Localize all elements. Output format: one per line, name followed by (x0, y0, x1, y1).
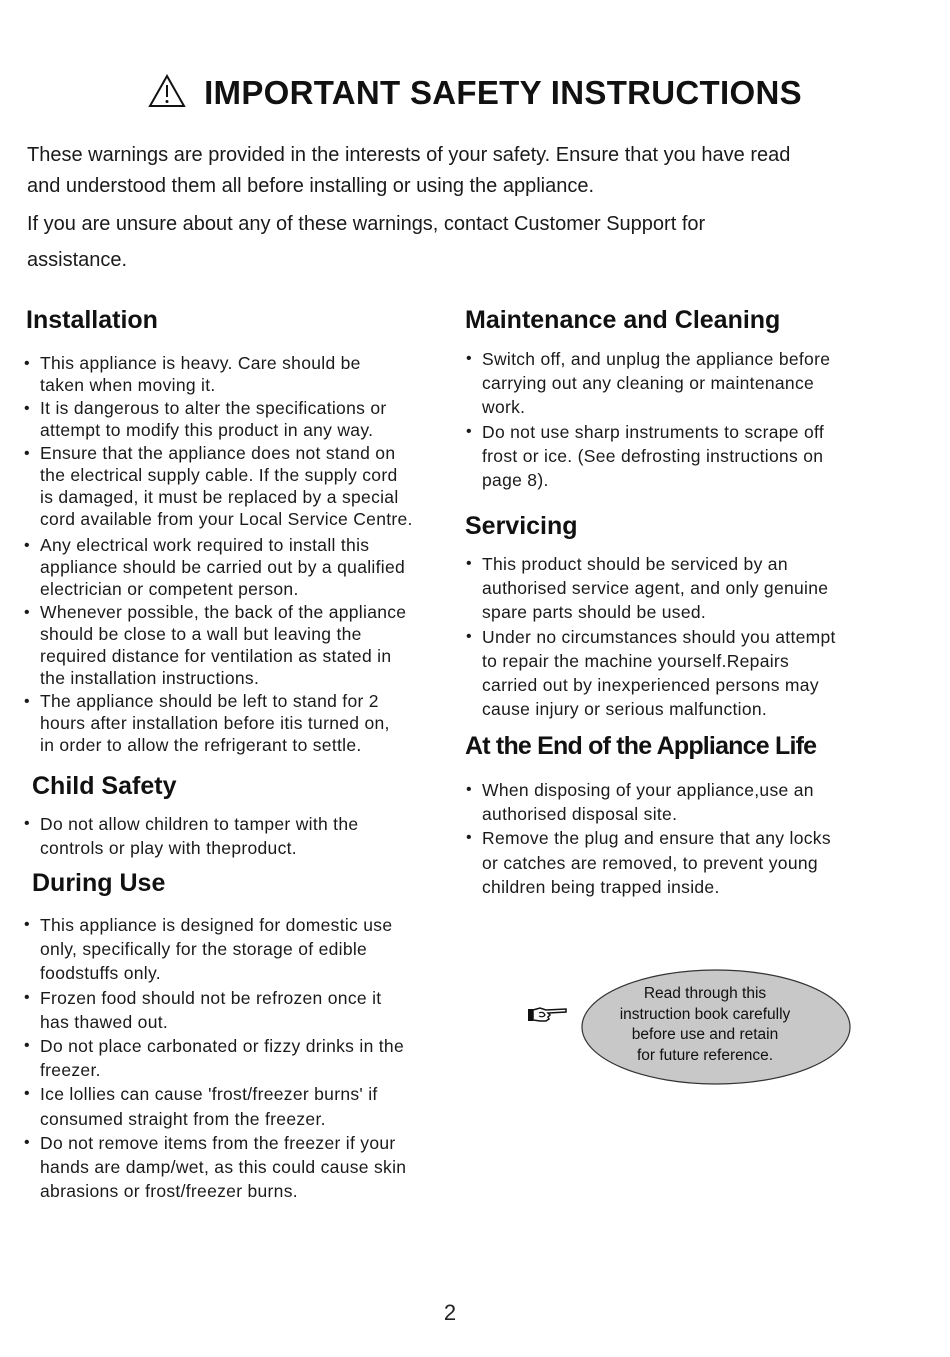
list-item (24, 443, 413, 530)
intro-paragraph-2 (27, 206, 907, 278)
list-item-line: or catches are removed, to prevent young (482, 852, 818, 873)
title-text: IMPORTANT SAFETY INSTRUCTIONS (204, 74, 802, 111)
list-item (24, 1034, 406, 1082)
bullet-icon: • (24, 1037, 30, 1055)
bullet-icon: • (466, 350, 472, 367)
list-item-line: hands are damp/wet, as this could cause skin (40, 1157, 407, 1178)
list-item (24, 535, 413, 600)
list-item-line: consumed straight from the freezer. (40, 1108, 326, 1129)
bullet-icon: • (24, 400, 30, 418)
list-item-line: abrasions or frost/freezer burns. (40, 1181, 298, 1202)
page-title (0, 74, 950, 112)
list-item (24, 1082, 406, 1130)
list-item-line: attempt to modify this product in any way. (40, 419, 374, 440)
list-item-line: This product should be serviced by an (482, 554, 788, 574)
list-item-line: appliance should be carried out by a qualified (40, 557, 406, 578)
list-item-line: Ensure that the appliance does not stand on (40, 443, 396, 464)
list-item-line: It is dangerous to alter the specifications or (40, 398, 387, 419)
list-item-line: Do not use sharp instruments to scrape off (482, 421, 825, 442)
list-item-line: page 8). (482, 470, 549, 491)
list-item (466, 826, 831, 899)
list-item (24, 986, 406, 1034)
bullet-icon: • (24, 692, 30, 710)
bullet-icon: • (24, 916, 30, 933)
list-item (24, 398, 413, 442)
list-item-line: cause injury or serious malfunction. (482, 699, 768, 720)
heading-child-safety: Child Safety (32, 772, 177, 800)
read-instructions-callout (580, 968, 852, 1086)
bullet-icon: • (466, 829, 472, 847)
child-safety-list (24, 812, 358, 860)
bullet-icon: • (466, 781, 472, 798)
list-item-line: The appliance should be left to stand for 2 (40, 690, 379, 711)
list-item-line: This appliance is designed for domestic use (40, 915, 393, 935)
list-item-line: Whenever possible, the back of the appliance (40, 602, 407, 623)
list-item-line: Do not remove items from the freezer if your (40, 1132, 396, 1153)
end-of-life-list (466, 778, 831, 899)
list-item-line: has thawed out. (40, 1011, 169, 1032)
page-number: 2 (443, 1300, 457, 1325)
list-item-line: Under no circumstances should you attempt (482, 626, 836, 647)
list-item (466, 552, 836, 625)
heading-end-of-life: At the End of the Appliance Life (465, 732, 817, 760)
installation-list (24, 353, 413, 756)
list-item-line: Remove the plug and ensure that any locks (482, 828, 831, 849)
heading-servicing: Servicing (465, 512, 578, 540)
list-item (466, 420, 830, 493)
list-item-line: work. (482, 397, 526, 418)
list-item (24, 913, 406, 986)
bullet-icon: • (24, 537, 30, 555)
heading-maintenance: Maintenance and Cleaning (465, 306, 781, 334)
list-item-line: only, specifically for the storage of edible (40, 939, 368, 960)
list-item (24, 1131, 406, 1204)
during-use-list (24, 913, 406, 1203)
list-item (466, 347, 830, 420)
list-item-line: freezer. (40, 1060, 101, 1081)
list-item-line: should be close to a wall but leaving the (40, 624, 362, 645)
list-item-line: authorised disposal site. (482, 804, 678, 825)
list-item-line: Any electrical work required to install this (40, 535, 370, 556)
list-item-line: is damaged, it must be replaced by a special (40, 486, 399, 507)
bullet-icon: • (24, 355, 30, 372)
list-item-line: foodstuffs only. (40, 963, 161, 984)
list-item-line: required distance for ventilation as stated in (40, 645, 392, 666)
list-item (466, 778, 831, 826)
list-item-line: When disposing of your appliance,use an (482, 780, 814, 800)
list-item-line: Do not place carbonated or fizzy drinks in the (40, 1036, 404, 1057)
list-item-line: This appliance is heavy. Care should be (40, 353, 361, 373)
list-item (24, 812, 358, 860)
list-item-line: spare parts should be used. (482, 602, 707, 623)
list-item (24, 691, 413, 756)
list-item-line: Switch off, and unplug the appliance before (482, 349, 831, 369)
bullet-icon: • (24, 1133, 30, 1151)
intro-paragraph-1 (27, 140, 907, 202)
intro-line: These warnings are provided in the interests of your safety. Ensure that you have read (27, 144, 791, 166)
intro-line: If you are unsure about any of these warnings, contact Customer Support for (27, 213, 706, 235)
intro-line: assistance. (27, 249, 128, 271)
list-item-line: Ice lollies can cause 'frost/freezer burns' if (40, 1084, 378, 1105)
bullet-icon: • (24, 988, 30, 1006)
bullet-icon: • (24, 604, 30, 622)
list-item-line: carried out by inexperienced persons may (482, 675, 819, 696)
list-item (24, 602, 413, 689)
maintenance-list (466, 347, 830, 492)
list-item-line: the installation instructions. (40, 667, 260, 688)
bullet-icon: • (24, 445, 30, 463)
bullet-icon: • (466, 627, 472, 645)
list-item (466, 625, 836, 722)
bullet-icon: • (24, 1085, 30, 1103)
callout-text: Read through this instruction book carefully before use and retain for future reference. (619, 985, 791, 1064)
pointing-hand-icon (526, 1003, 568, 1027)
list-item-line: carrying out any cleaning or maintenance (482, 373, 815, 394)
list-item (24, 353, 413, 397)
warning-triangle-icon (148, 74, 186, 108)
servicing-list (466, 552, 836, 721)
intro-line: and understood them all before installing or using the appliance. (27, 175, 595, 197)
list-item-line: cord available from your Local Service Centre. (40, 508, 413, 529)
list-item-line: taken when moving it. (40, 374, 216, 395)
bullet-icon: • (24, 815, 30, 832)
list-item-line: authorised service agent, and only genuine (482, 578, 829, 599)
list-item-line: the electrical supply cable. If the supply cord (40, 464, 398, 485)
heading-during-use: During Use (32, 869, 166, 897)
heading-installation: Installation (26, 306, 158, 334)
bullet-icon: • (466, 422, 472, 440)
list-item-line: Frozen food should not be refrozen once it (40, 987, 382, 1008)
list-item-line: controls or play with theproduct. (40, 838, 297, 858)
bullet-icon: • (466, 555, 472, 572)
list-item-line: frost or ice. (See defrosting instructions on (482, 445, 824, 466)
list-item-line: hours after installation before itis turned on, (40, 712, 390, 733)
list-item-line: to repair the machine yourself.Repairs (482, 650, 790, 671)
list-item-line: in order to allow the refrigerant to settle. (40, 734, 362, 755)
list-item-line: children being trapped inside. (482, 876, 720, 897)
list-item-line: Do not allow children to tamper with the (40, 814, 359, 834)
list-item-line: electrician or competent person. (40, 578, 299, 599)
